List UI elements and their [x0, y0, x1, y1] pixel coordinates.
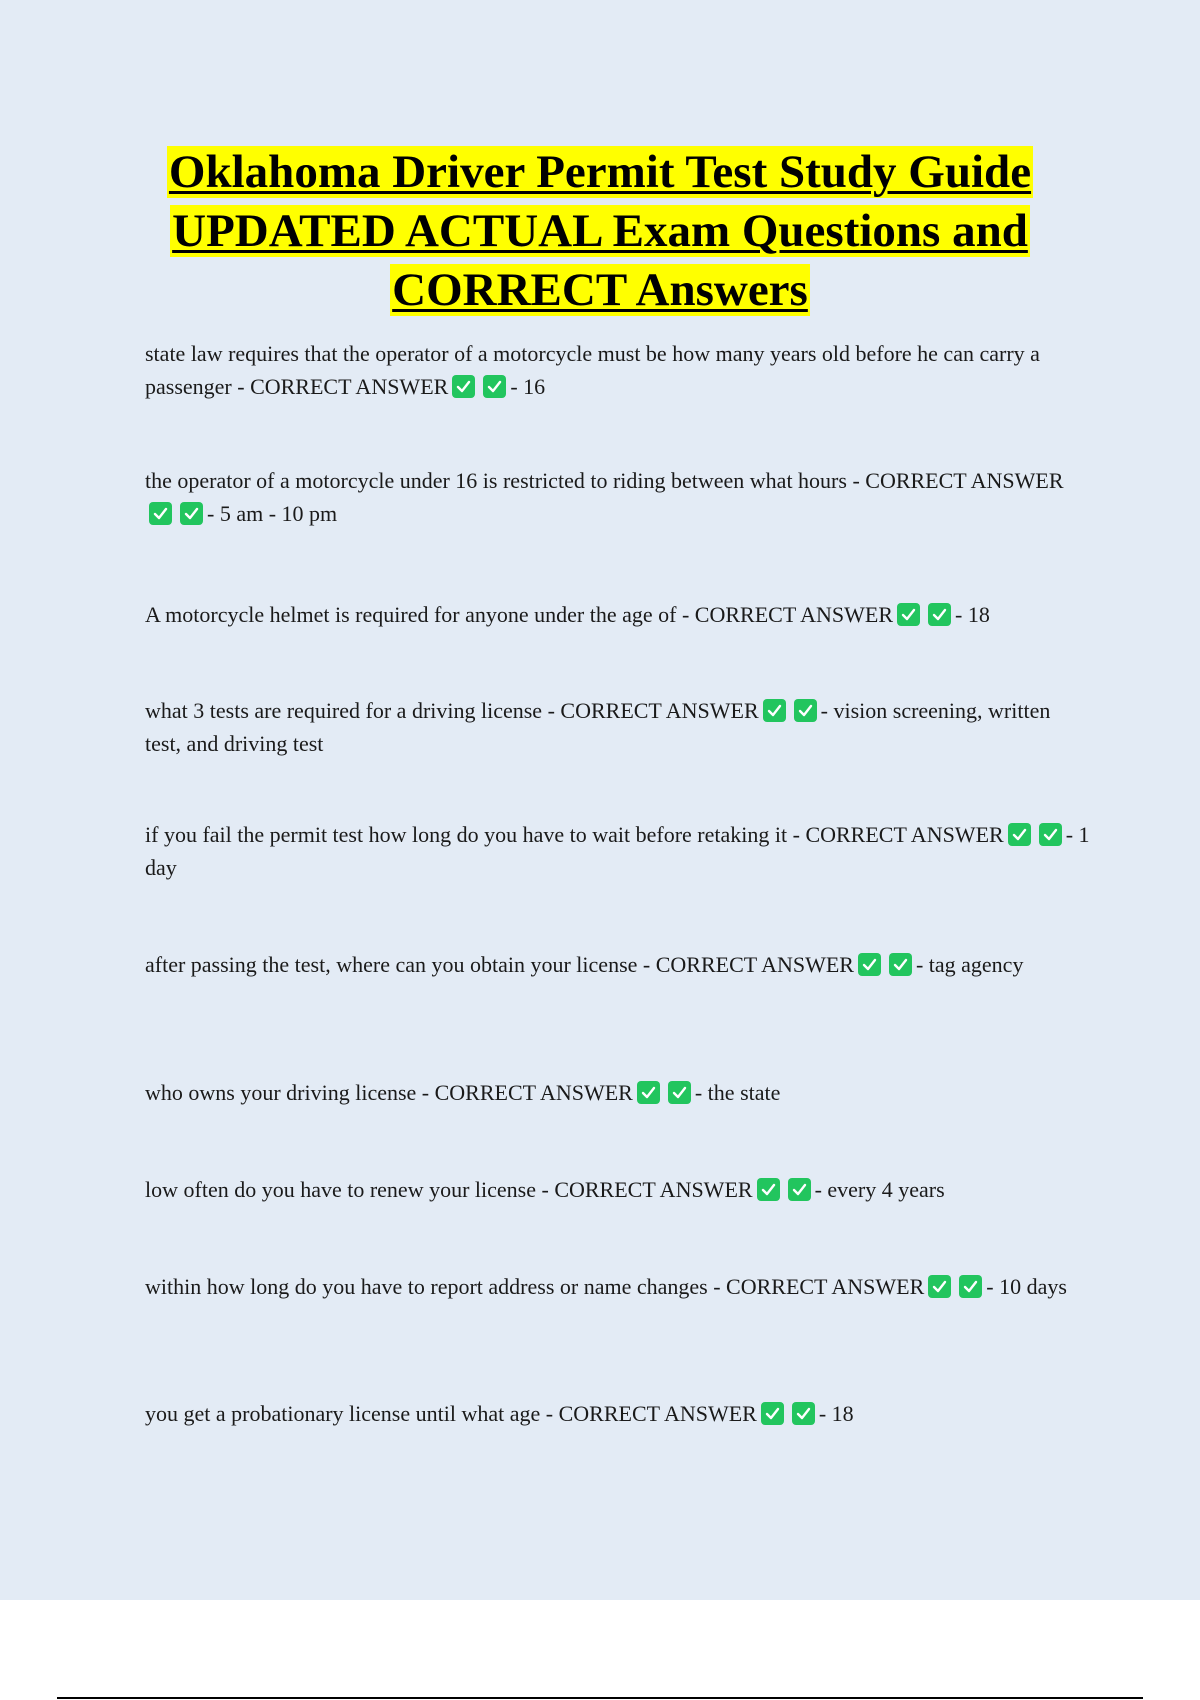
answer-marker: - CORRECT ANSWER [713, 1274, 925, 1299]
answer-marker: - CORRECT ANSWER [545, 1401, 757, 1426]
check-box-icon [757, 1178, 780, 1201]
question-text: within how long do you have to report address or name changes [145, 1274, 708, 1299]
question-text: you get a probationary license until what age [145, 1401, 541, 1426]
check-box-icon [858, 953, 881, 976]
check-box-icon [889, 953, 912, 976]
answer-marker: - CORRECT ANSWER [852, 468, 1064, 493]
check-box-icon [794, 699, 817, 722]
answer-text: - 18 [818, 1401, 854, 1426]
check-box-icon [897, 603, 920, 626]
answer-text: - the state [694, 1080, 781, 1105]
check-box-icon [763, 699, 786, 722]
qa-item [145, 337, 1090, 403]
check-box-icon [1039, 823, 1062, 846]
answer-marker: - CORRECT ANSWER [547, 698, 759, 723]
answer-marker: - CORRECT ANSWER [421, 1080, 633, 1105]
question-text: if you fail the permit test how long do you have to wait before retaking it [145, 822, 788, 847]
answer-marker: - CORRECT ANSWER [681, 602, 894, 627]
title-line-1: Oklahoma Driver Permit Test Study Guide [168, 146, 1032, 198]
qa-item [145, 1076, 1090, 1109]
check-box-icon [483, 375, 506, 398]
answer-text: - tag agency [915, 952, 1024, 977]
qa-item [145, 1270, 1090, 1303]
check-box-icon [1008, 823, 1031, 846]
check-box-icon [788, 1178, 811, 1201]
answer-marker: - CORRECT ANSWER [541, 1177, 753, 1202]
check-box-icon [668, 1081, 691, 1104]
qa-item [145, 1173, 1090, 1206]
qa-item [145, 464, 1090, 530]
check-box-icon [761, 1402, 784, 1425]
answer-text: - 10 days [986, 1274, 1067, 1299]
answer-marker: - CORRECT ANSWER [237, 374, 449, 399]
check-box-icon [452, 375, 475, 398]
check-box-icon [792, 1402, 815, 1425]
check-box-icon [637, 1081, 660, 1104]
title-line-2: UPDATED ACTUAL Exam Questions and [172, 205, 1028, 257]
check-box-icon [180, 502, 203, 525]
question-text: what 3 tests are required for a driving license [145, 698, 543, 723]
question-text: the operator of a motorcycle under 16 is restricted to riding between what hours [145, 468, 847, 493]
question-text: A motorcycle helmet is required for anyone under the age of [145, 602, 677, 627]
answer-marker: - CORRECT ANSWER [792, 822, 1004, 847]
question-text: state law requires that the operator of a motorcycle must be how many years old before he can carry a passenger [145, 341, 1040, 399]
qa-item [145, 948, 1090, 981]
answer-text: - 16 [510, 374, 546, 399]
check-box-icon [928, 1275, 951, 1298]
check-box-icon [928, 603, 951, 626]
qa-item [145, 694, 1090, 760]
answer-text: - 1 day [145, 822, 1090, 880]
check-box-icon [959, 1275, 982, 1298]
question-text: low often do you have to renew your license [145, 1177, 536, 1202]
check-box-icon [149, 502, 172, 525]
title-line-3: CORRECT Answers [392, 264, 808, 316]
qa-item [145, 818, 1090, 884]
answer-marker: - CORRECT ANSWER [642, 952, 854, 977]
footer-divider [57, 1697, 1143, 1699]
answer-text: - every 4 years [814, 1177, 945, 1202]
answer-text: - 5 am - 10 pm [207, 501, 338, 526]
qa-item [145, 598, 1090, 631]
question-text: after passing the test, where can you obtain your license [145, 952, 638, 977]
answer-text: - vision screening, written test, and driving test [145, 698, 1051, 756]
answer-text: - 18 [955, 602, 990, 627]
document-title [100, 143, 1100, 320]
qa-item [145, 1397, 1090, 1430]
question-text: who owns your driving license [145, 1080, 417, 1105]
